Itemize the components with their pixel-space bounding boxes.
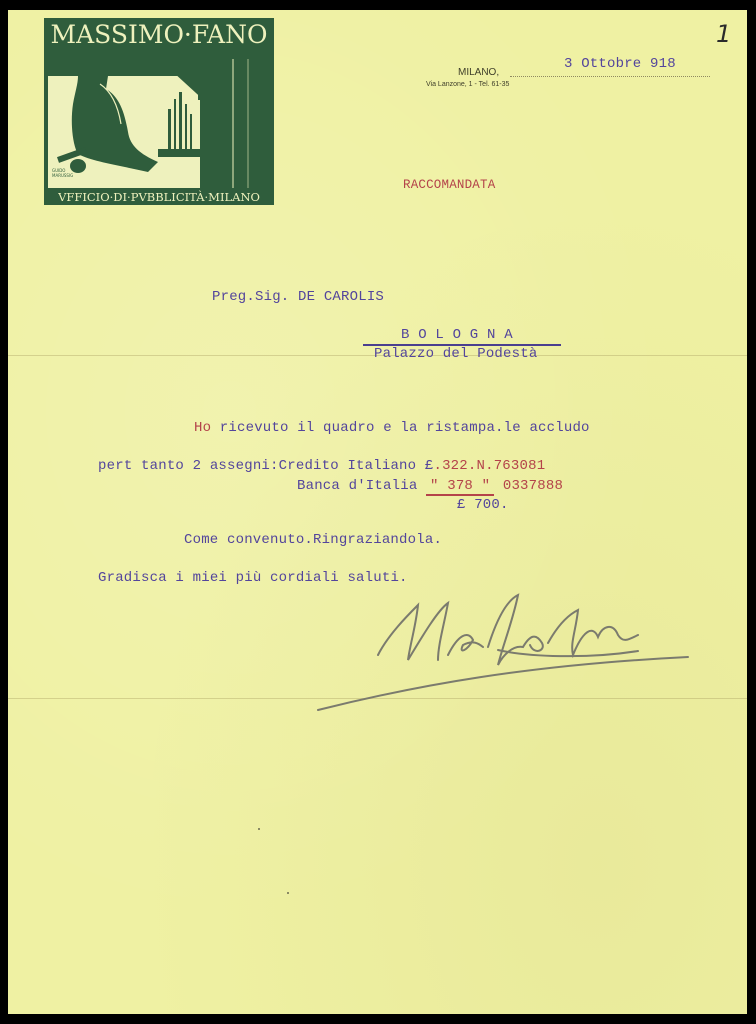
cheque2-amount: " 378 " (426, 478, 494, 496)
paper-speck (258, 828, 260, 830)
bell-illustration (48, 54, 270, 188)
logo-office-text: VFFICIO·DI·PVBBLICITÀ·MILANO (58, 190, 260, 204)
header-city: MILANO, (458, 67, 500, 78)
letterhead-logo (44, 18, 274, 205)
artist-signature-mark: GUIDO MARUSSIG (52, 168, 74, 178)
logo-brand-text: MASSIMO·FANO (50, 20, 268, 49)
date-dotted-line (510, 76, 710, 77)
cheque1-detail: .322.N.763081 (433, 458, 546, 474)
body-cheques-line (98, 458, 545, 474)
page-number: 1 (716, 20, 732, 48)
handwritten-signature (298, 585, 698, 715)
body-intro-rest: ricevuto il quadro e la ristampa.le accludo (211, 420, 590, 436)
cheque2-number: 0337888 (502, 478, 564, 494)
cheque1-symbol: £ (424, 458, 434, 474)
header-address: Via Lanzone, 1 - Tel. 61-35 (426, 81, 510, 88)
recipient-name: Preg.Sig. DE CAROLIS (212, 289, 385, 305)
recipient-place: Palazzo del Podestà (374, 346, 538, 362)
recipient-city: B O L O G N A (363, 327, 561, 346)
paper-speck (287, 892, 289, 894)
cheque-total: £ 700. (457, 497, 509, 513)
cheque2-line (297, 478, 563, 494)
registered-mark: RACCOMANDATA (403, 178, 496, 192)
letter-sheet (8, 10, 747, 1014)
letter-date: 3 Ottobre 918 (564, 56, 676, 72)
closing-line-2: Gradisca i miei più cordiali saluti. (98, 570, 408, 586)
closing-line-1: Come convenuto.Ringraziandola. (184, 532, 443, 548)
body-line2-lead: per (98, 458, 124, 474)
body-intro-line (194, 420, 590, 436)
body-intro-lead: Ho (194, 420, 212, 436)
body-line2-rest: t tanto 2 assegni:Credito Italiano (123, 458, 425, 474)
cheque2-bank: Banca d'Italia (297, 478, 418, 494)
